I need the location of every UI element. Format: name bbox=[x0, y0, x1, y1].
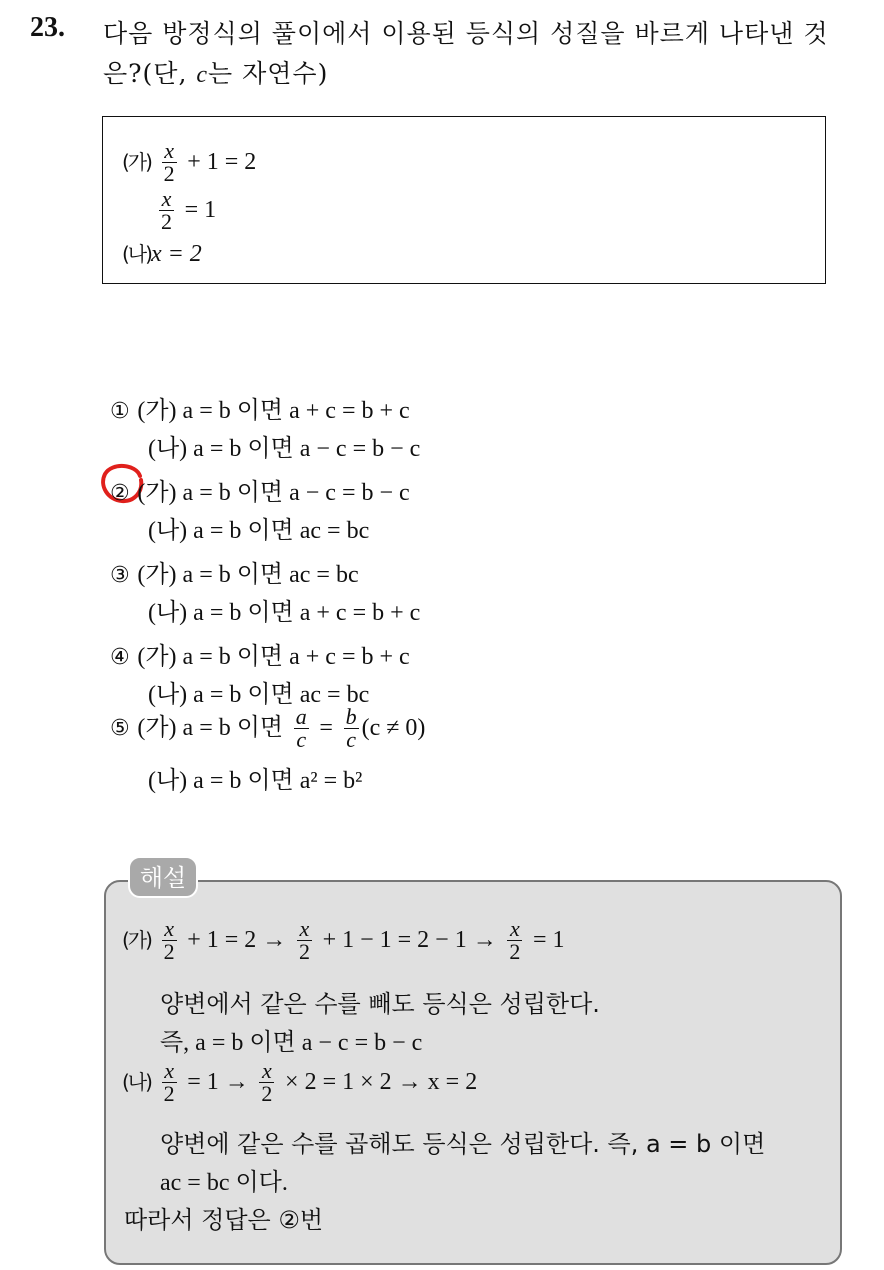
question-text bbox=[103, 14, 873, 95]
fraction-x-over-2: $\frac{x}{2}$ bbox=[161, 186, 172, 234]
question-number: 23. bbox=[30, 12, 65, 43]
explanation-final-answer: 따라서 정답은 ②번 bbox=[124, 1206, 324, 1234]
problem-step-na: (나)x = 2 bbox=[122, 241, 202, 267]
choice-1[interactable]: ① (가) a = b 이면 a + c = b + c bbox=[110, 398, 410, 424]
explanation-na-text: 양변에 같은 수를 곱해도 등식은 성립한다. 즉, a = b 이면 bbox=[160, 1130, 766, 1158]
explanation-na-equation: (나) $\frac{x}{2}$ = 1 → $\frac{x}{2}$ × 2 = 1 × 2 → x = 2 bbox=[122, 1058, 478, 1106]
explanation-ga-equation: (가) $\frac{x}{2}$ + 1 = 2 → $\frac{x}{2}$ + 1 − 1 = 2 − 1 → $\frac{x}{2}$ = 1 bbox=[122, 916, 565, 964]
explanation-tag: 해설 bbox=[128, 856, 198, 898]
question-line-1: 다음 방정식의 풀이에서 이용된 등식의 성질을 바르게 나타낸 것 bbox=[103, 19, 829, 48]
problem-step-middle: $\frac{x}{2}$ = 1 bbox=[161, 186, 217, 234]
problem-step-ga: (가) $\frac{x}{2}$ + 1 = 2 bbox=[122, 138, 257, 186]
choice-4[interactable]: ④ (가) a = b 이면 a + c = b + c bbox=[110, 644, 410, 670]
fraction-x-over-2: $\frac{x}{2}$ bbox=[163, 138, 175, 186]
choice-4-na: (나) a = b 이면 ac = bc bbox=[148, 682, 370, 708]
question-line-2: 은?(단, c는 자연수) bbox=[103, 59, 329, 88]
fraction-b-over-c: $\frac{b}{c}$ bbox=[345, 704, 357, 752]
fraction-a-over-c: $\frac{a}{c}$ bbox=[295, 704, 307, 752]
choice-5-na: (나) a = b 이면 a² = b² bbox=[148, 768, 363, 794]
choice-2[interactable]: ② (가) a = b 이면 a − c = b − c bbox=[110, 480, 410, 506]
choice-2-na: (나) a = b 이면 ac = bc bbox=[148, 518, 370, 544]
choice-3[interactable]: ③ (가) a = b 이면 ac = bc bbox=[110, 562, 359, 588]
explanation-ga-text: 양변에서 같은 수를 빼도 등식은 성립한다. bbox=[160, 990, 600, 1018]
choice-1-na: (나) a = b 이면 a − c = b − c bbox=[148, 436, 421, 462]
explanation-na-conclusion: ac = bc 이다. bbox=[160, 1170, 288, 1196]
explanation-ga-conclusion: 즉, a = b 이면 a − c = b − c bbox=[160, 1030, 423, 1056]
choice-5[interactable]: ⑤ (가) a = b 이면 $\frac{a}{c}$ = $\frac{b}{c}$ (c ≠ 0) bbox=[110, 704, 426, 752]
choice-3-na: (나) a = b 이면 a + c = b + c bbox=[148, 600, 421, 626]
